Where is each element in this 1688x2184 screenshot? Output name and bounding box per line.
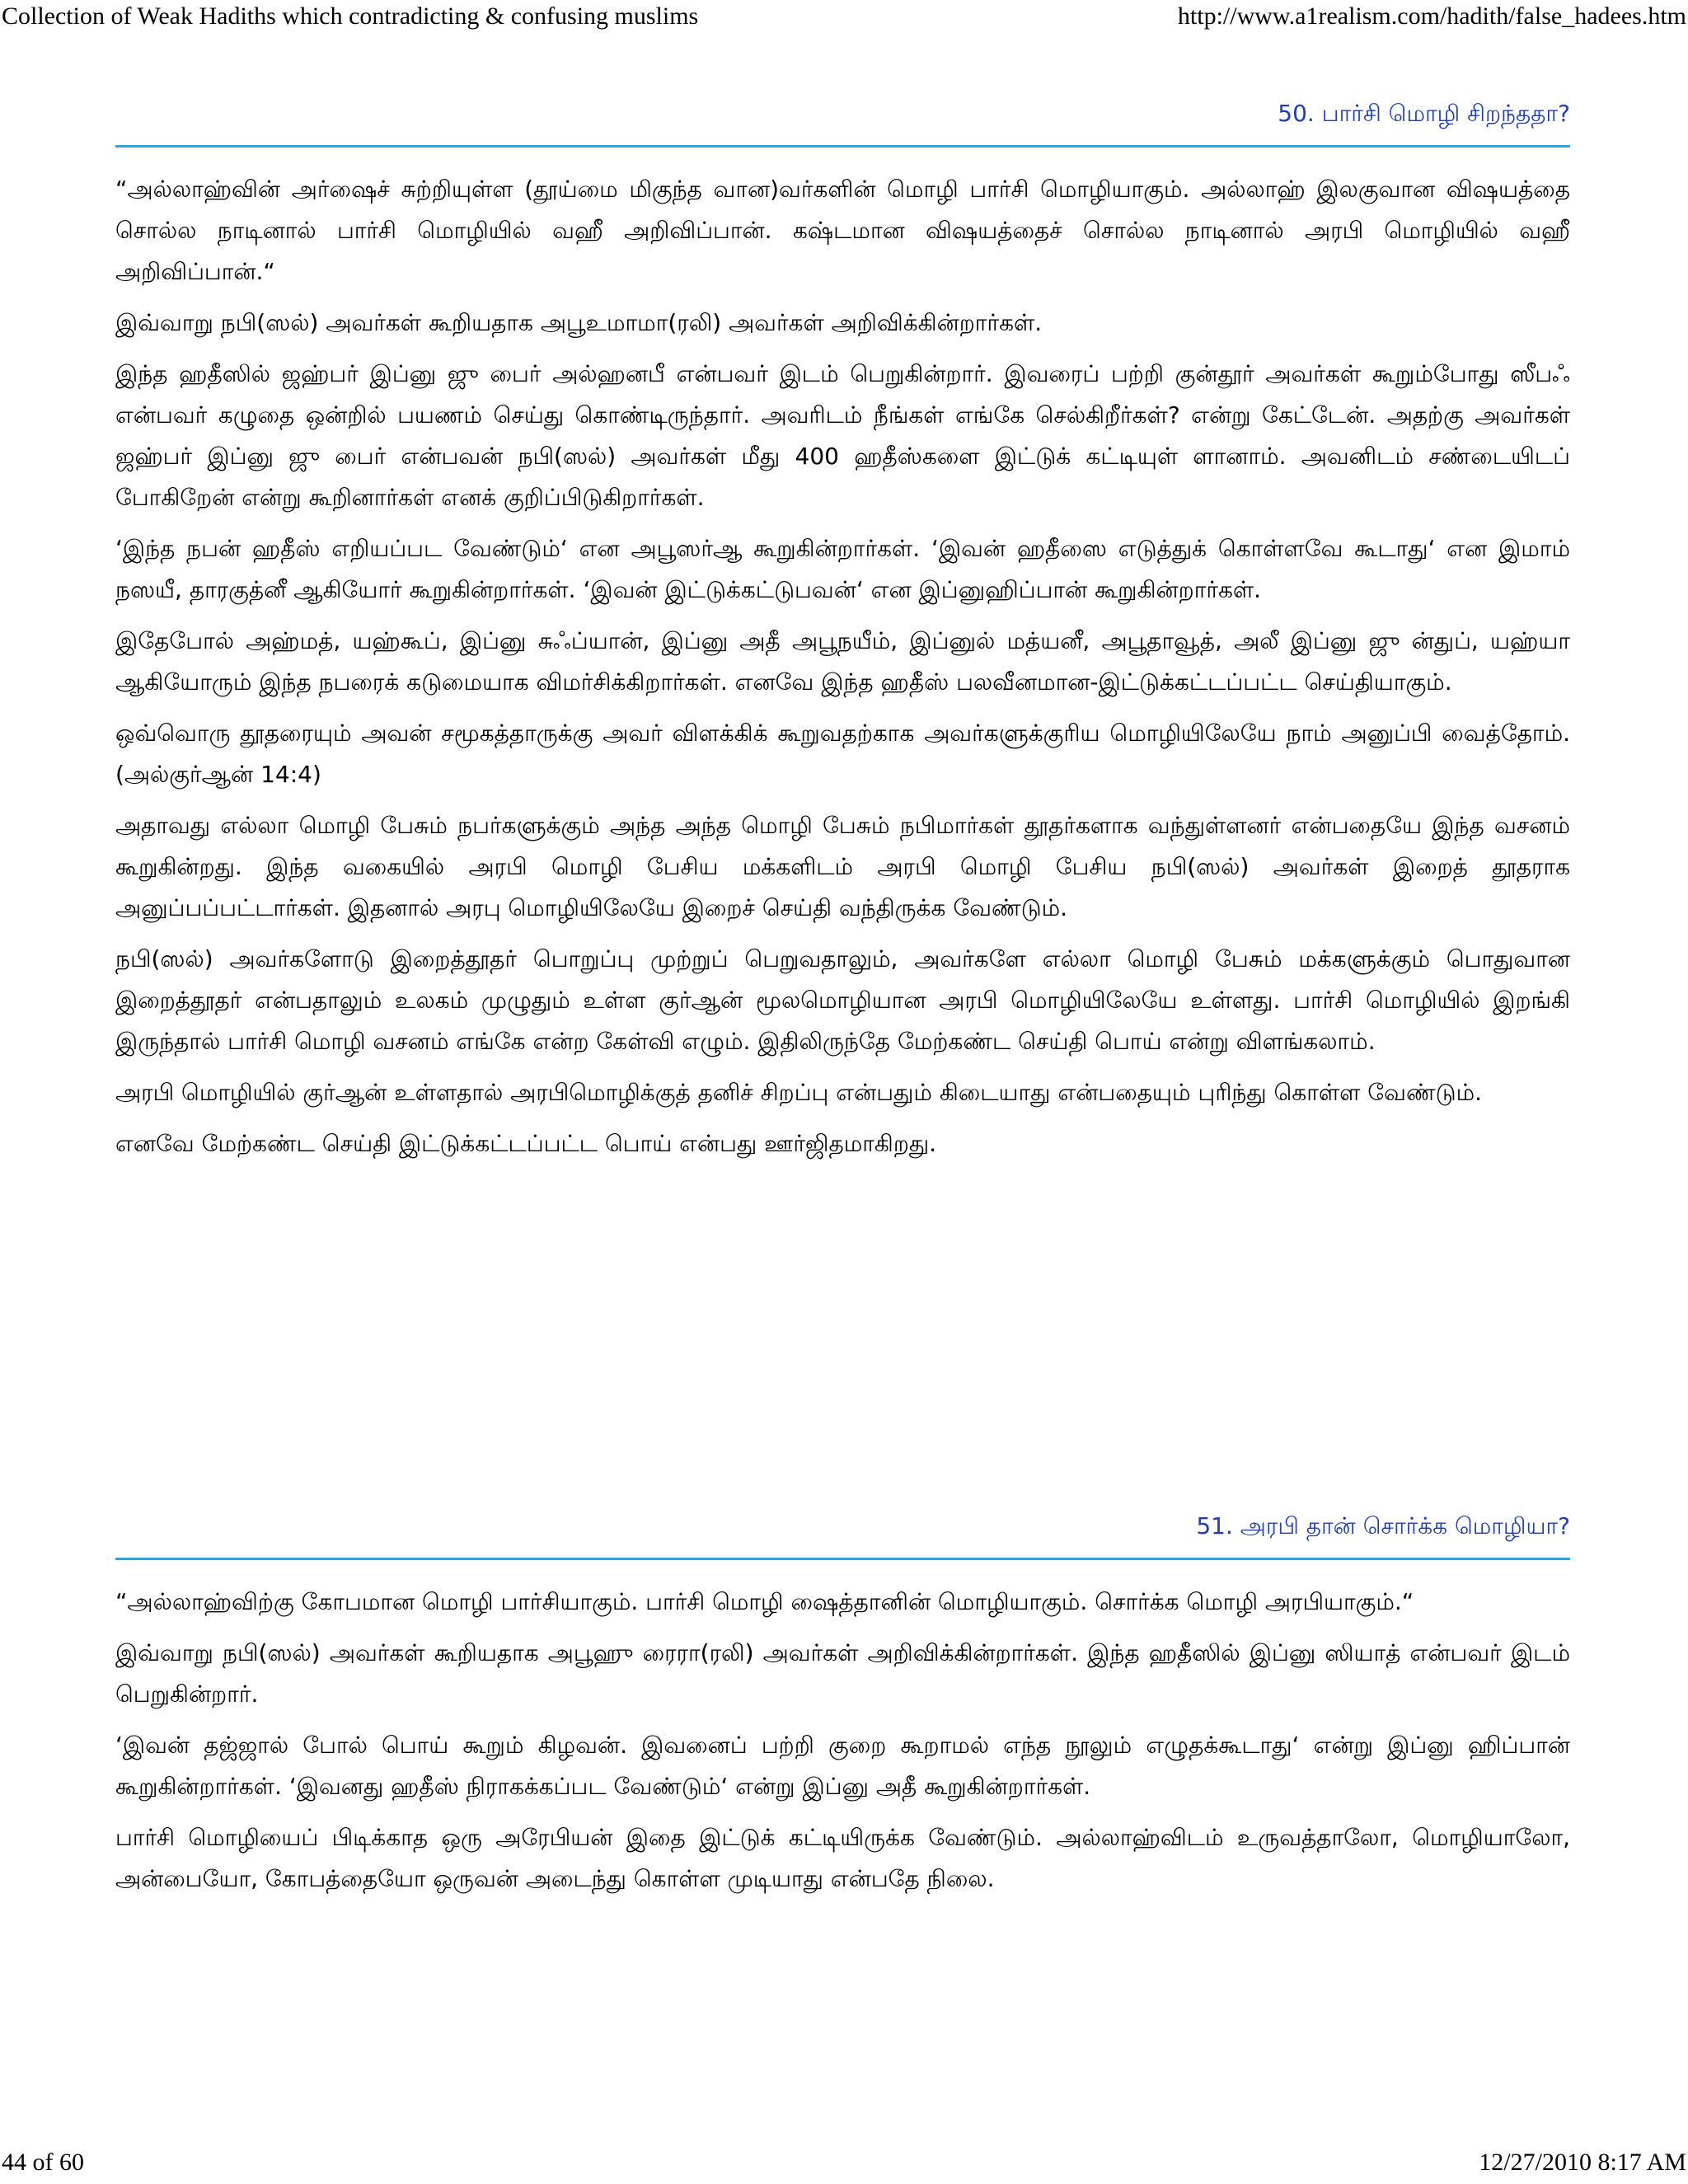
section-divider	[115, 145, 1570, 148]
paragraph: “அல்லாஹ்வின் அர்ஷைச் சுற்றியுள்ள (தூய்மை மிகுந்த வான)வர்களின் மொழி பார்சி மொழியாகும். அல்லாஹ் இலகுவான விஷயத்தை சொல்ல நாடினால் பார்சி மொழியில் வஹீ அறிவிப்பான். கஷ்டமான விஷயத்தைச் சொல்ல நாடினால் அரபி மொழியில் வஹீ அறிவிப்பான்.“	[115, 176, 1570, 285]
paragraph: ஒவ்வொரு தூதரையும் அவன் சமூகத்தாருக்கு அவர் விளக்கிக் கூறுவதற்காக அவர்களுக்குரிய மொழியிலேயே நாம் அனுப்பி வைத்தோம். (அல்குர்ஆன் 14:4)	[115, 719, 1570, 788]
paragraph: இவ்வாறு நபி(ஸல்) அவர்கள் கூறியதாக அபூஉமாமா(ரலி) அவர்கள் அறிவிக்கின்றார்கள்.	[115, 309, 1043, 336]
print-header	[0, 0, 1688, 33]
section-divider	[115, 1558, 1570, 1560]
paragraph: “அல்லாஹ்விற்கு கோபமான மொழி பார்சியாகும். பார்சி மொழி ஷைத்தானின் மொழியாகும். சொர்க்க மொழி அரபியாகும்.“	[115, 1588, 1414, 1615]
print-footer	[0, 2146, 1688, 2179]
page-number: 44 of 60	[2, 2149, 84, 2176]
paragraph: அதாவது எல்லா மொழி பேசும் நபர்களுக்கும் அந்த அந்த மொழி பேசும் நபிமார்கள் தூதர்களாக வந்துள்ளனர் என்பதையே இந்த வசனம் கூறுகின்றது. இந்த வகையில் அரபி மொழி பேசிய மக்களிடம் அரபி மொழி பேசிய நபி(ஸல்) அவர்கள் இறைத் தூதராக அனுப்பப்பட்டார்கள். இதனால் அரபு மொழியிலேயே இறைச் செய்தி வந்திருக்க வேண்டும்.	[115, 812, 1570, 921]
paragraph: இவ்வாறு நபி(ஸல்) அவர்கள் கூறியதாக அபூஹு ரைரா(ரலி) அவர்கள் அறிவிக்கின்றார்கள். இந்த ஹதீஸில் இப்னு ஸியாத் என்பவர் இடம் பெறுகின்றார்.	[115, 1639, 1570, 1708]
paragraph: பார்சி மொழியைப் பிடிக்காத ஒரு அரேபியன் இதை இட்டுக் கட்டியிருக்க வேண்டும். அல்லாஹ்விடம் உருவத்தாலோ, மொழியாலோ, அன்பையோ, கோபத்தையோ ஒருவன் அடைந்து கொள்ள முடியாது என்பதே நிலை.	[115, 1824, 1570, 1892]
section-50	[115, 97, 1570, 1174]
paragraph: இந்த ஹதீஸில் ஜஹ்பர் இப்னு ஜு பைர் அல்ஹனபீ என்பவர் இடம் பெறுகின்றார். இவரைப் பற்றி குன்தூர் அவர்கள் கூறும்போது ஸீபஃ என்பவர் கழுதை ஒன்றில் பயணம் செய்து கொண்டிருந்தார். அவரிடம் நீங்கள் எங்கே செல்கிறீர்கள்? என்று கேட்டேன். அதற்கு அவர்கள் ஜஹ்பர் இப்னு ஜு பைர் என்பவன் நபி(ஸல்) அவர்கள் மீது 400 ஹதீஸ்களை இட்டுக் கட்டியுள் ளானாம். அவனிடம் சண்டையிடப் போகிறேன் என்று கூறினார்கள் எனக் குறிப்பிடுகிறார்கள்.	[115, 360, 1570, 511]
paragraph: இதேபோல் அஹ்மத், யஹ்கூப், இப்னு சுஃப்யான், இப்னு அதீ அபூநயீம், இப்னுல் மத்யனீ, அபூதாவூத், அலீ இப்னு ஜு ன்துப், யஹ்யா ஆகியோரும் இந்த நபரைக் கடுமையாக விமர்சிக்கிறார்கள். எனவே இந்த ஹதீஸ் பலவீனமான-இட்டுக்கட்டப்பட்ட செய்தியாகும்.	[115, 627, 1570, 696]
print-datetime: 12/27/2010 8:17 AM	[1479, 2149, 1686, 2176]
section-title: 50. பார்சி மொழி சிறந்ததா?	[1278, 100, 1570, 127]
paragraph: எனவே மேற்கண்ட செய்தி இட்டுக்கட்டப்பட்ட பொய் என்பது ஊர்ஜிதமாகிறது.	[115, 1130, 937, 1157]
paragraph: நபி(ஸல்) அவர்களோடு இறைத்தூதர் பொறுப்பு முற்றுப் பெறுவதாலும், அவர்களே எல்லா மொழி பேசும் மக்களுக்கும் பொதுவான இறைத்தூதர் என்பதாலும் உலகம் முழுதும் உள்ள குர்ஆன் மூலமொழியான அரபி மொழியிலேயே உள்ளது. பார்சி மொழியில் இறங்கி இருந்தால் பார்சி மொழி வசனம் எங்கே என்ற கேள்வி எழும். இதிலிருந்தே மேற்கண்ட செய்தி பொய் என்று விளங்கலாம்.	[115, 945, 1570, 1055]
paragraph: அரபி மொழியில் குர்ஆன் உள்ளதால் அரபிமொழிக்குத் தனிச் சிறப்பு என்பதும் கிடையாது என்பதையும் புரிந்து கொள்ள வேண்டும்.	[115, 1079, 1483, 1106]
document-title: Collection of Weak Hadiths which contradicting & confusing muslims	[2, 2, 699, 30]
paragraph: ‘இவன் தஜ்ஜால் போல் பொய் கூறும் கிழவன். இவனைப் பற்றி குறை கூறாமல் எந்த நூலும் எழுதக்கூடாது‘ என்று இப்னு ஹிப்பான் கூறுகின்றார்கள். ‘இவனது ஹதீஸ் நிராகக்கப்பட வேண்டும்‘ என்று இப்னு அதீ கூறுகின்றார்கள்.	[115, 1732, 1570, 1800]
paragraph: ‘இந்த நபன் ஹதீஸ் எறியப்பட வேண்டும்‘ என அபூஸர்ஆ கூறுகின்றார்கள். ‘இவன் ஹதீஸை எடுத்துக் கொள்ளவே கூடாது‘ என இமாம் நஸயீ, தாரகுத்னீ ஆகியோர் கூறுகின்றார்கள். ‘இவன் இட்டுக்கட்டுபவன்‘ என இப்னுஹிப்பான் கூறுகின்றார்கள்.	[115, 535, 1570, 603]
document-url: http://www.a1realism.com/hadith/false_hadees.htm	[1177, 2, 1686, 30]
section-title: 51. அரபி தான் சொர்க்க மொழியா?	[1196, 1512, 1570, 1540]
section-51	[115, 1510, 1570, 1910]
